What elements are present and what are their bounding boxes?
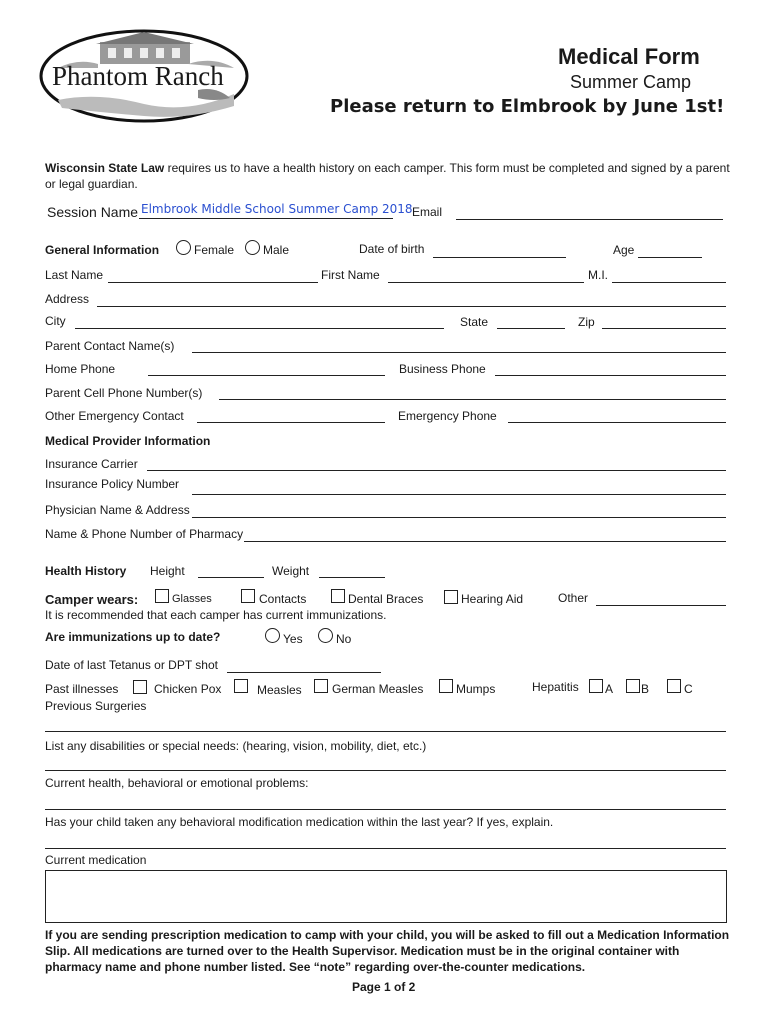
other-emergency-label: Other Emergency Contact <box>45 409 184 423</box>
email-field[interactable] <box>456 219 723 220</box>
height-field[interactable] <box>198 577 264 578</box>
hepatitis-c-checkbox[interactable] <box>667 679 681 693</box>
previous-surgeries-field[interactable] <box>45 731 726 732</box>
health-heading: Health History <box>45 564 127 578</box>
immunization-yes-label: Yes <box>283 632 303 646</box>
hepatitis-b-checkbox[interactable] <box>626 679 640 693</box>
pharmacy-field[interactable] <box>244 541 726 542</box>
dental-braces-checkbox[interactable] <box>331 589 345 603</box>
current-health-label: Current health, behavioral or emotional problems: <box>45 776 309 790</box>
weight-field[interactable] <box>319 577 385 578</box>
dob-field[interactable] <box>433 257 566 258</box>
emergency-phone-label: Emergency Phone <box>398 409 497 423</box>
male-label: Male <box>263 243 290 257</box>
hepatitis-a-checkbox[interactable] <box>589 679 603 693</box>
immunization-yes-radio[interactable] <box>265 628 280 643</box>
tetanus-field[interactable] <box>227 672 381 673</box>
mi-field[interactable] <box>612 282 726 283</box>
first-name-label: First Name <box>321 268 380 282</box>
first-name-field[interactable] <box>388 282 584 283</box>
business-phone-label: Business Phone <box>399 362 486 376</box>
measles-label: Measles <box>257 683 302 697</box>
disabilities-field[interactable] <box>45 770 726 771</box>
parent-contact-label: Parent Contact Name(s) <box>45 339 175 353</box>
other-label: Other <box>558 591 589 605</box>
zip-field[interactable] <box>602 328 726 329</box>
session-line <box>139 218 393 219</box>
immunization-no-radio[interactable] <box>318 628 333 643</box>
intro-line-1 <box>45 161 730 175</box>
hepatitis-label: Hepatitis <box>532 680 579 694</box>
tetanus-label: Date of last Tetanus or DPT shot <box>45 658 218 672</box>
behavioral-med-label: Has your child taken any behavioral modification medication within the last year? If yes, explain. <box>45 815 554 829</box>
immunization-note: It is recommended that each camper has current immunizations. <box>45 608 387 622</box>
behavioral-med-field[interactable] <box>45 848 726 849</box>
page-subtitle: Summer Camp <box>570 72 692 92</box>
hepatitis-a-label: A <box>605 682 614 696</box>
general-heading: General Information <box>45 243 160 257</box>
state-field[interactable] <box>497 328 565 329</box>
medication-note-line-3: pharmacy name and phone number listed. See “note” regarding over-the-counter medications. <box>45 960 586 974</box>
camper-wears-label: Camper wears: <box>45 592 139 607</box>
current-medication-textarea[interactable] <box>45 870 727 923</box>
female-radio[interactable] <box>176 240 191 255</box>
physician-field[interactable] <box>192 517 726 518</box>
policy-number-field[interactable] <box>192 494 726 495</box>
law-heading: Wisconsin State Law <box>45 161 165 175</box>
medication-note-line-2: Slip. All medications are turned over to the Health Supervisor. Medication must be in the original container with <box>45 944 680 958</box>
city-field[interactable] <box>75 328 444 329</box>
session-input[interactable]: Elmbrook Middle School Summer Camp 2018 <box>141 202 413 216</box>
age-label: Age <box>613 243 635 257</box>
last-name-field[interactable] <box>108 282 318 283</box>
return-notice: Please return to Elmbrook by June 1st! <box>330 96 725 117</box>
parent-contact-field[interactable] <box>192 352 726 353</box>
other-field[interactable] <box>596 605 726 606</box>
chicken-pox-checkbox[interactable] <box>133 680 147 694</box>
dental-braces-label: Dental Braces <box>348 592 424 606</box>
last-name-label: Last Name <box>45 268 104 282</box>
hearing-aid-label: Hearing Aid <box>461 592 524 606</box>
address-field[interactable] <box>97 306 726 307</box>
insurance-carrier-field[interactable] <box>147 470 726 471</box>
mumps-checkbox[interactable] <box>439 679 453 693</box>
page-title: Medical Form <box>558 44 700 69</box>
mumps-label: Mumps <box>456 682 496 696</box>
physician-label: Physician Name & Address <box>45 503 190 517</box>
immunization-question: Are immunizations up to date? <box>45 630 221 644</box>
provider-heading: Medical Provider Information <box>45 434 211 448</box>
city-label: City <box>45 314 66 328</box>
female-label: Female <box>194 243 235 257</box>
hearing-aid-checkbox[interactable] <box>444 590 458 604</box>
home-phone-label: Home Phone <box>45 362 116 376</box>
german-measles-checkbox[interactable] <box>314 679 328 693</box>
measles-checkbox[interactable] <box>234 679 248 693</box>
other-emergency-field[interactable] <box>197 422 385 423</box>
weight-label: Weight <box>272 564 310 578</box>
disabilities-label: List any disabilities or special needs: (hearing, vision, mobility, diet, etc.) <box>45 739 427 753</box>
insurance-carrier-label: Insurance Carrier <box>45 457 138 471</box>
german-measles-label: German Measles <box>332 682 424 696</box>
logo-text: Phantom Ranch <box>52 61 224 91</box>
page-number: Page 1 of 2 <box>352 980 416 994</box>
glasses-checkbox[interactable] <box>155 589 169 603</box>
current-medication-label: Current medication <box>45 853 147 867</box>
contacts-label: Contacts <box>259 592 307 606</box>
home-phone-field[interactable] <box>148 375 385 376</box>
email-label: Email <box>412 205 443 219</box>
current-health-field[interactable] <box>45 809 726 810</box>
zip-label: Zip <box>578 315 595 329</box>
business-phone-field[interactable] <box>495 375 726 376</box>
state-label: State <box>460 315 489 329</box>
law-text: requires us to have a health history on each camper. This form must be completed and signed by a parent <box>164 161 730 175</box>
previous-surgeries-label: Previous Surgeries <box>45 699 147 713</box>
medication-note-line-1: If you are sending prescription medication to camp with your child, you will be asked to fill out a Medication Information <box>45 928 730 942</box>
logo <box>38 28 250 124</box>
parent-cell-field[interactable] <box>219 399 726 400</box>
emergency-phone-field[interactable] <box>508 422 726 423</box>
pharmacy-label: Name & Phone Number of Pharmacy <box>45 527 244 541</box>
address-label: Address <box>45 292 90 306</box>
immunization-no-label: No <box>336 632 352 646</box>
dob-label: Date of birth <box>359 242 425 256</box>
contacts-checkbox[interactable] <box>241 589 255 603</box>
past-illnesses-label: Past illnesses <box>45 682 119 696</box>
policy-number-label: Insurance Policy Number <box>45 477 180 491</box>
hepatitis-c-label: C <box>684 682 693 696</box>
parent-cell-label: Parent Cell Phone Number(s) <box>45 386 203 400</box>
session-label: Session Name <box>47 204 139 220</box>
height-label: Height <box>150 564 185 578</box>
chicken-pox-label: Chicken Pox <box>154 682 222 696</box>
glasses-label: Glasses <box>172 593 212 605</box>
hepatitis-b-label: B <box>641 682 650 696</box>
intro-line-2: or legal guardian. <box>45 177 138 191</box>
male-radio[interactable] <box>245 240 260 255</box>
mi-label: M.I. <box>588 268 608 282</box>
age-field[interactable] <box>638 257 702 258</box>
